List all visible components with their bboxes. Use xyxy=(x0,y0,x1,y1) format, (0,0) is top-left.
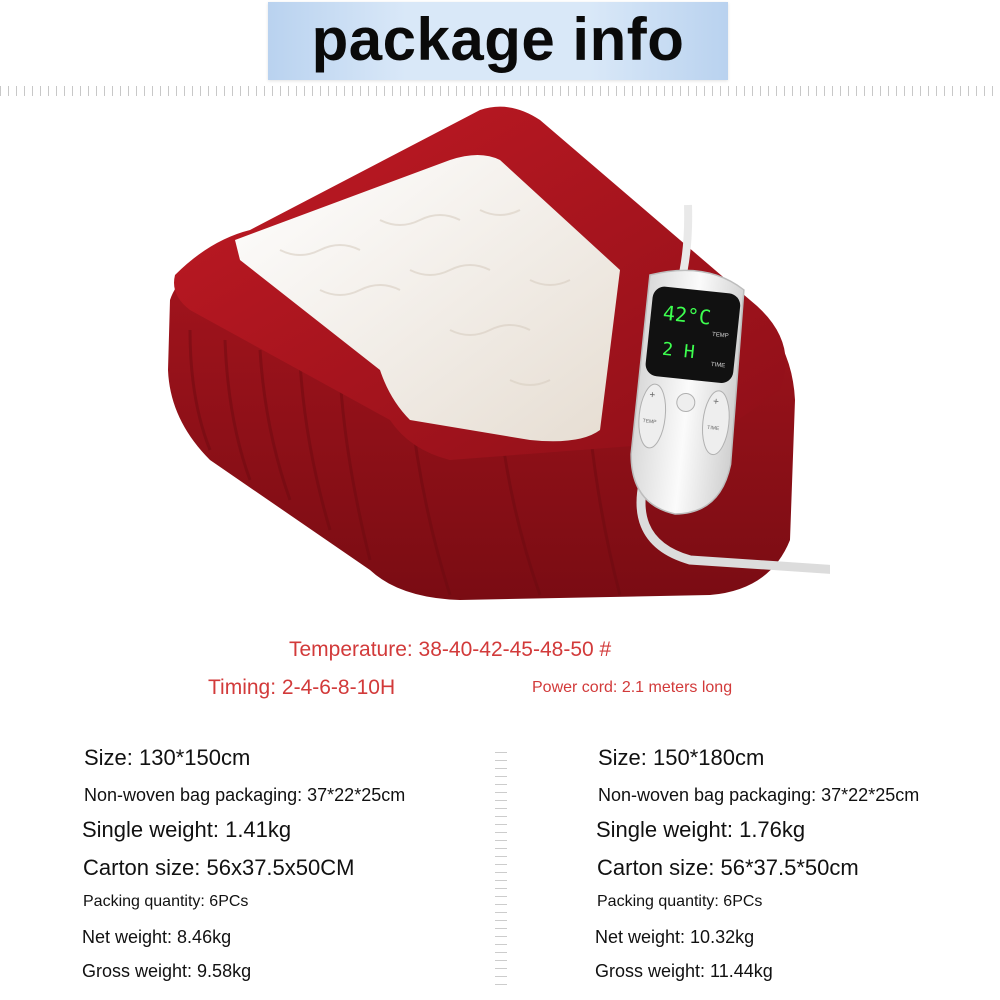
svg-text:TEMP: TEMP xyxy=(642,418,657,426)
right-gross-weight: Gross weight: 11.44kg xyxy=(595,961,773,981)
heated-blanket-image xyxy=(150,100,830,620)
ruler-divider xyxy=(0,86,1000,96)
remote-time-readout: 2 H xyxy=(661,338,696,364)
right-net-weight: Net weight: 10.32kg xyxy=(595,927,755,947)
svg-text:TIME: TIME xyxy=(710,361,726,370)
svg-text:TEMP: TEMP xyxy=(711,331,729,340)
right-carton-size: Carton size: 56*37.5*50cm xyxy=(597,855,859,880)
left-gross-weight: Gross weight: 9.58kg xyxy=(82,961,252,981)
right-size: Size: 150*180cm xyxy=(598,745,765,770)
left-single-weight: Single weight: 1.41kg xyxy=(82,817,292,842)
right-packing-quantity: Packing quantity: 6PCs xyxy=(597,893,763,910)
title-banner xyxy=(268,2,728,80)
left-net-weight: Net weight: 8.46kg xyxy=(82,927,232,947)
remote-temp-readout: 42°C xyxy=(661,300,713,330)
svg-text:+: + xyxy=(648,389,656,402)
svg-text:+: + xyxy=(712,396,720,408)
svg-text:TIME: TIME xyxy=(706,424,720,433)
left-packing-quantity: Packing quantity: 6PCs xyxy=(83,893,249,910)
right-packaging: Non-woven bag packaging: 37*22*25cm xyxy=(598,785,920,805)
page-title: package info xyxy=(311,6,685,73)
column-divider xyxy=(495,745,507,985)
left-packaging: Non-woven bag packaging: 37*22*25cm xyxy=(84,785,406,805)
timing-spec: Timing: 2-4-6-8-10H xyxy=(208,676,396,699)
power-cord-spec: Power cord: 2.1 meters long xyxy=(532,679,733,696)
left-carton-size: Carton size: 56x37.5x50CM xyxy=(83,855,355,880)
temperature-spec: Temperature: 38-40-42-45-48-50 # xyxy=(289,638,612,661)
right-single-weight: Single weight: 1.76kg xyxy=(596,817,806,842)
left-size: Size: 130*150cm xyxy=(84,745,251,770)
